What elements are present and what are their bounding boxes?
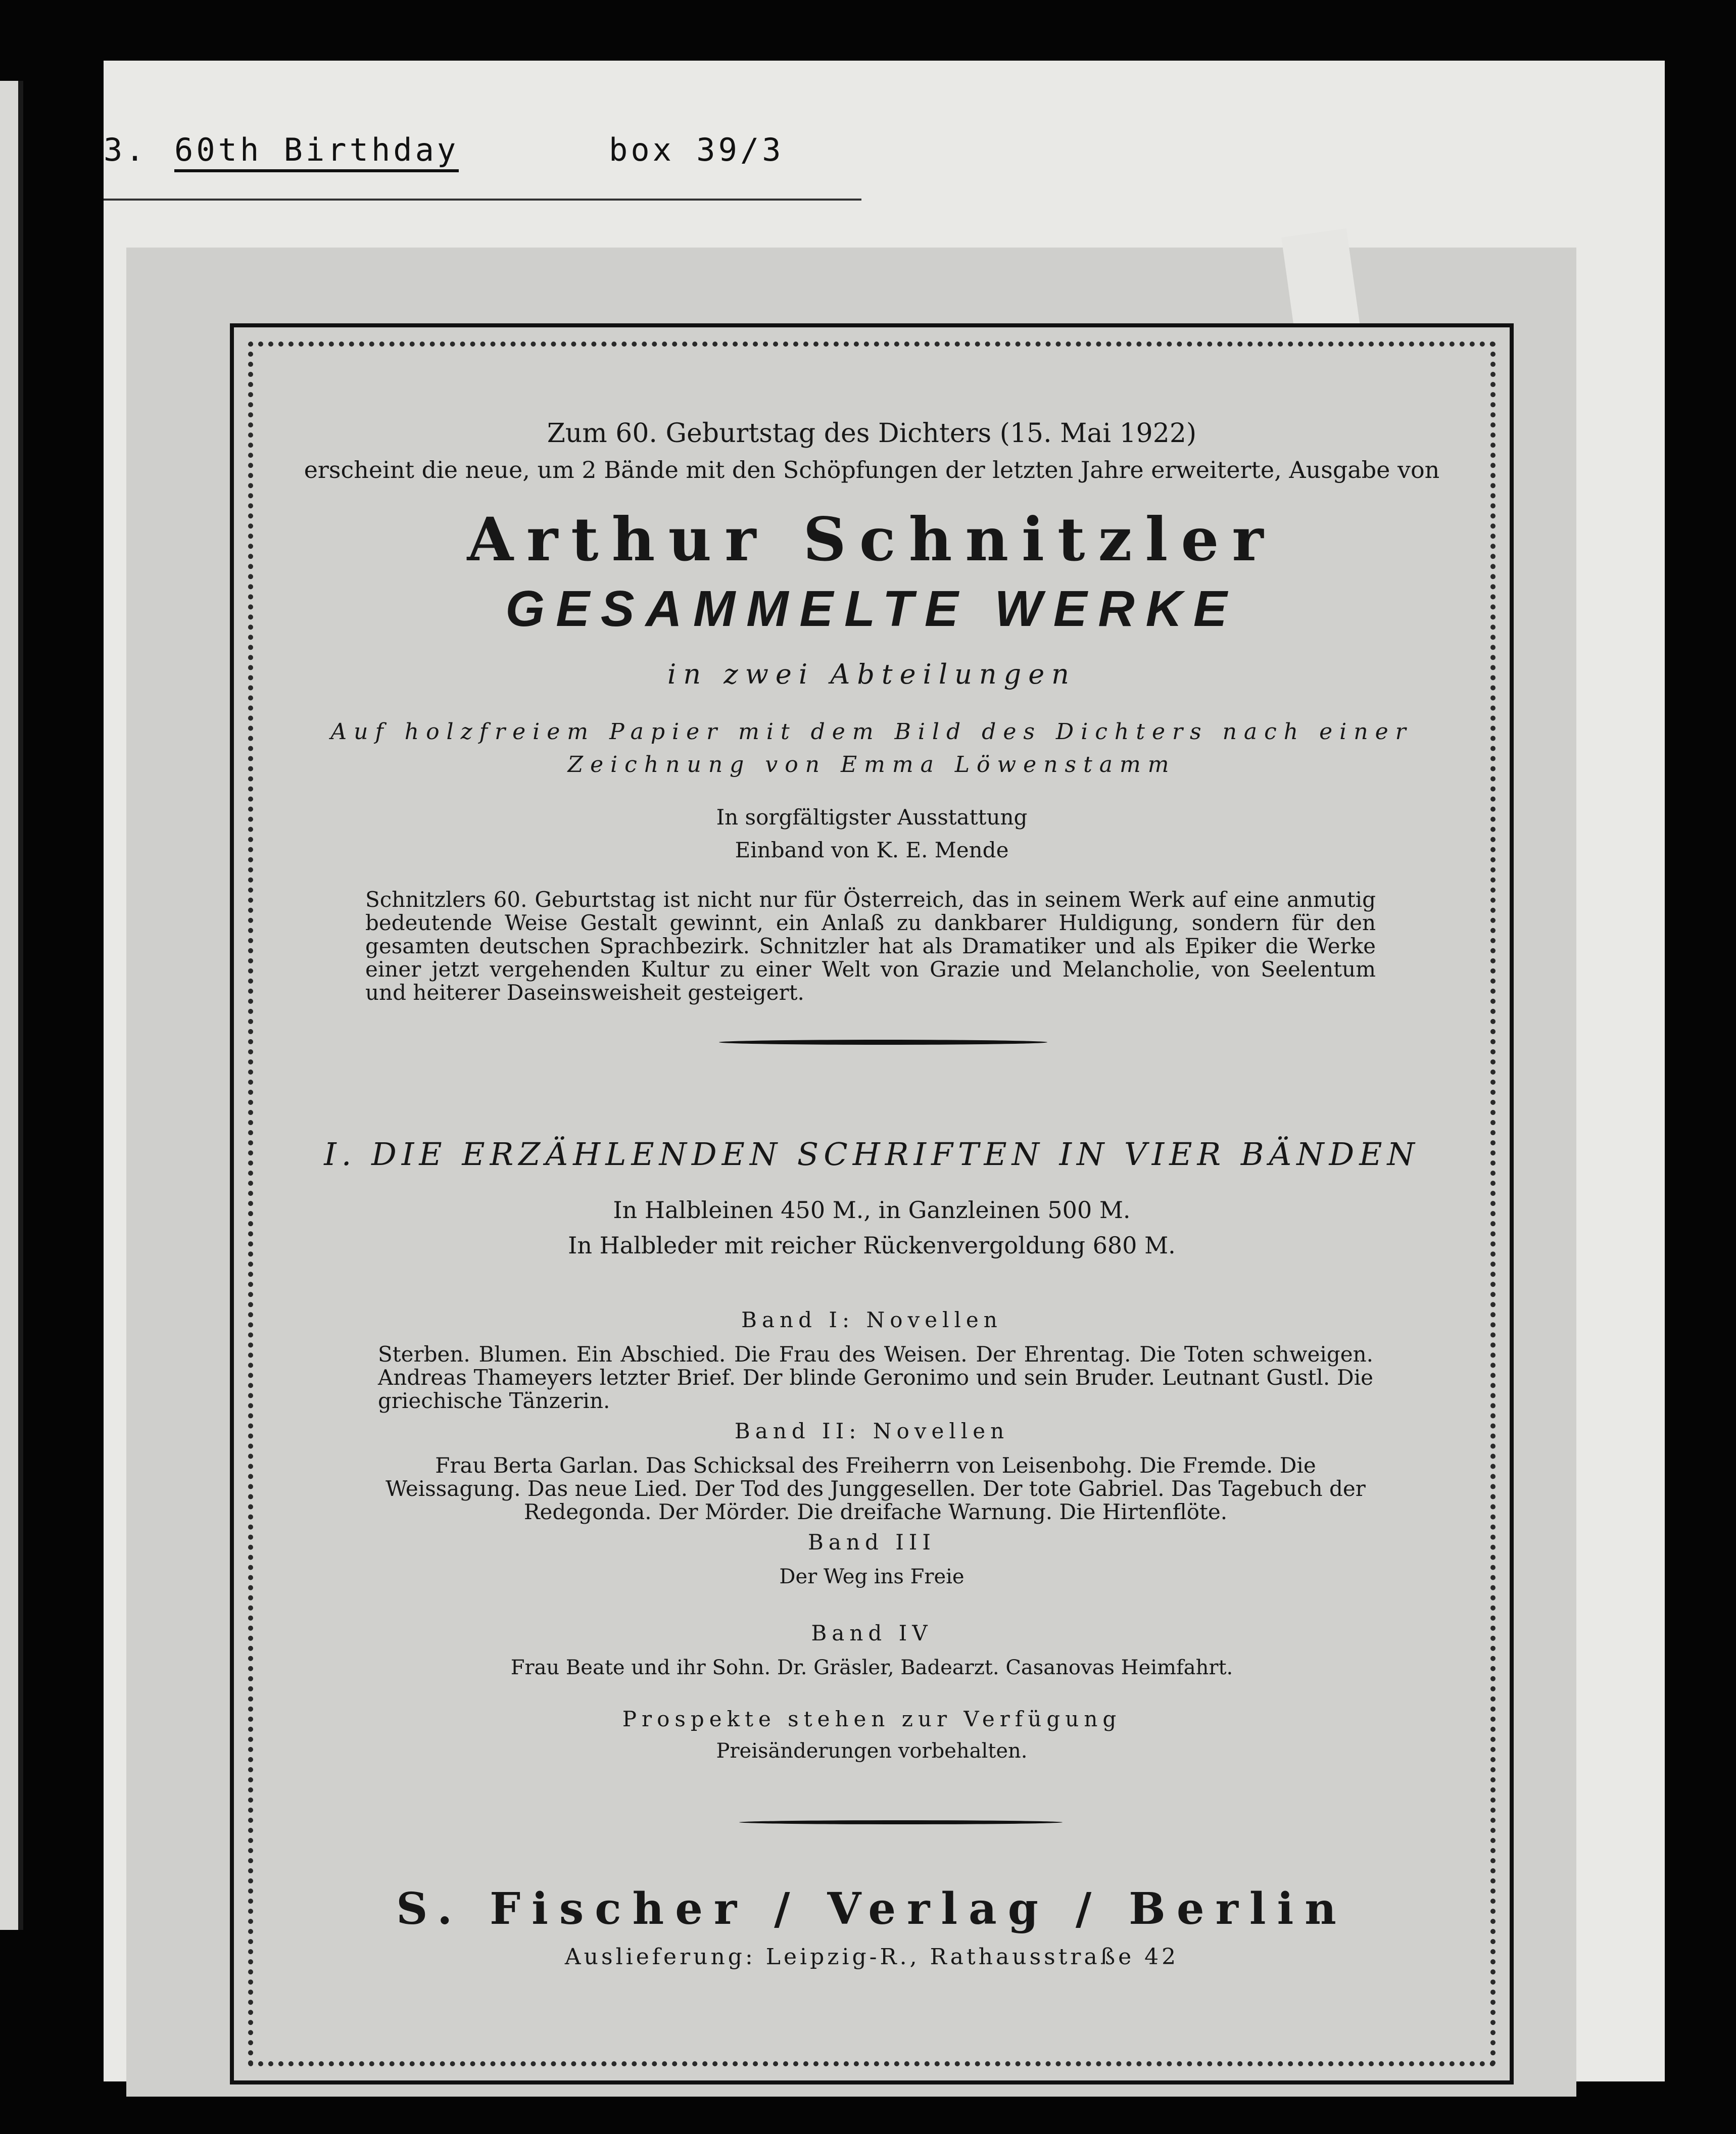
- band-4-heading: Band IV: [811, 1621, 933, 1645]
- price-line-2: In Halbleder mit reicher Rückenvergoldung 680 M.: [568, 1232, 1176, 1259]
- band-3-heading: Band III: [808, 1530, 936, 1555]
- band-2-heading: Band II: Novellen: [734, 1419, 1009, 1443]
- ausstattung-line-2: Einband von K. E. Mende: [735, 838, 1009, 862]
- prospekte-note: Prospekte stehen zur Verfügung: [622, 1707, 1122, 1731]
- intro-line-2: erscheint die neue, um 2 Bände mit den Schöpfungen der letzten Jahre erweiterte, Ausgabe von: [304, 456, 1440, 483]
- advertisement-content: [234, 327, 1510, 2080]
- price-change-note: Preisänderungen vorbehalten.: [716, 1739, 1028, 1763]
- band-1-contents: Sterben. Blumen. Ein Abschied. Die Frau des Weisen. Der Ehrentag. Die Toten schweigen. Andreas Thameyers letzter Brief. Der blinde Geronimo und sein Bruder. Leutnant Gustl. Die griechische Tänzerin.: [378, 1342, 1373, 1413]
- header-rule: [104, 199, 861, 201]
- ornamental-rule-2: [739, 1820, 1063, 1824]
- work-title: GESAMMELTE WERKE: [505, 580, 1238, 637]
- advertisement-frame: [230, 323, 1514, 2084]
- band-3-contents: Der Weg ins Freie: [779, 1565, 965, 1588]
- intro-line-1: Zum 60. Geburtstag des Dichters (15. Mai 1922): [547, 418, 1197, 449]
- publisher-address: Auslieferung: Leipzig-R., Rathausstraße 42: [564, 1944, 1179, 1970]
- paper-line-2: Zeichnung von Emma Löwenstamm: [567, 752, 1176, 778]
- publisher-name: S. Fischer / Verlag / Berlin: [396, 1883, 1347, 1934]
- description-paragraph: Schnitzlers 60. Geburtstag ist nicht nur für Österreich, das in seinem Werk auf eine anmutig bedeutende Weise Gestalt gewinnt, ein Anlaß zu dankbarer Huldigung, sondern für den gesamten deutschen Sprachbezirk. Schnitzler hat als Dramatiker und als Epiker die Werke einer jetzt vergehenden Kultur zu einer Welt von Grazie und Melancholie, von Seelentum und heiterer Daseinsweisheit gesteigert.: [365, 887, 1376, 1005]
- card-number: 3.: [104, 131, 148, 168]
- ausstattung-line-1: In sorgfältigster Ausstattung: [716, 805, 1028, 830]
- work-subtitle: in zwei Abteilungen: [667, 658, 1076, 690]
- section-heading: I. DIE ERZÄHLENDEN SCHRIFTEN IN VIER BÄNDEN: [324, 1136, 1420, 1173]
- box-label: box 39/3: [609, 131, 784, 168]
- band-2-contents: Frau Berta Garlan. Das Schicksal des Freiherrn von Leisenbohg. Die Fremde. Die Weissagung. Das neue Lied. Der Tod des Junggesellen. Der tote Gabriel. Das Tagebuch der Redegonda. Der Mörder. Die dreifache Warnung. Die Hirtenflöte.: [385, 1453, 1366, 1524]
- band-4-contents: Frau Beate und ihr Sohn. Dr. Gräsler, Badearzt. Casanovas Heimfahrt.: [510, 1656, 1233, 1679]
- ornamental-rule: [719, 1040, 1047, 1045]
- price-line-1: In Halbleinen 450 M., in Ganzleinen 500 M.: [613, 1196, 1131, 1224]
- author-name: Arthur Schnitzler: [467, 504, 1277, 574]
- card-header: [104, 131, 962, 192]
- paper-line-1: Auf holzfreiem Papier mit dem Bild des Dichters nach einer: [330, 719, 1413, 745]
- adjacent-card-edge: [0, 81, 18, 1930]
- card-title: 60th Birthday: [174, 131, 459, 172]
- adjacent-card-shadow: [18, 81, 23, 1930]
- band-1-heading: Band I: Novellen: [741, 1307, 1002, 1332]
